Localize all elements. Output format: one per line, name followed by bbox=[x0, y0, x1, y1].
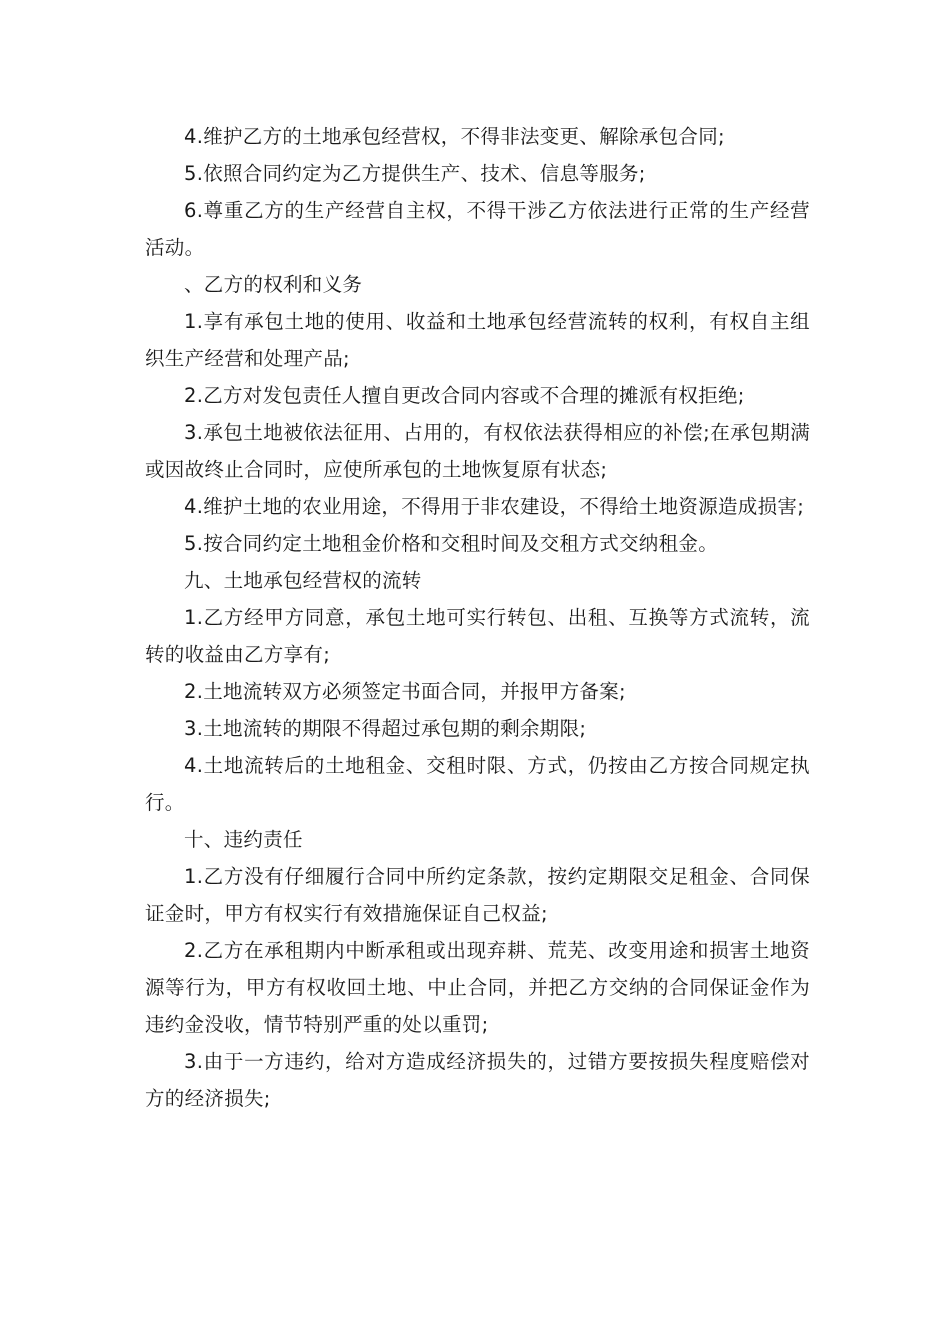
paragraph-transfer-1: 1.乙方经甲方同意，承包土地可实行转包、出租、互换等方式流转，流转的收益由乙方享有; bbox=[145, 606, 810, 666]
section-heading-transfer: 九、土地承包经营权的流转 bbox=[184, 569, 422, 592]
document-body bbox=[145, 118, 810, 1117]
paragraph-liability-2: 2.乙方在承租期内中断承租或出现弃耕、荒芜、改变用途和损害土地资源等行为，甲方有权收回土地、中止合同，并把乙方交纳的合同保证金作为违约金没收，情节特别严重的处以重罚; bbox=[145, 939, 810, 1036]
paragraph-rights-1: 1.享有承包土地的使用、收益和土地承包经营流转的权利，有权自主组织生产经营和处理产品; bbox=[145, 310, 810, 370]
paragraph-transfer-2: 2.土地流转双方必须签定书面合同，并报甲方备案; bbox=[184, 680, 626, 703]
paragraph-obligation-5: 5.依照合同约定为乙方提供生产、技术、信息等服务; bbox=[184, 162, 646, 185]
paragraph-obligation-6: 6.尊重乙方的生产经营自主权，不得干涉乙方依法进行正常的生产经营活动。 bbox=[145, 199, 810, 259]
paragraph-rights-5: 5.按合同约定土地租金价格和交租时间及交租方式交纳租金。 bbox=[184, 532, 719, 555]
paragraph-obligation-4: 4.维护乙方的土地承包经营权，不得非法变更、解除承包合同; bbox=[184, 125, 725, 148]
paragraph-transfer-3: 3.土地流转的期限不得超过承包期的剩余期限; bbox=[184, 717, 587, 740]
paragraph-rights-3: 3.承包土地被依法征用、占用的，有权依法获得相应的补偿;在承包期满或因故终止合同时，应使所承包的土地恢复原有状态; bbox=[145, 421, 810, 481]
paragraph-rights-4: 4.维护土地的农业用途，不得用于非农建设，不得给土地资源造成损害; bbox=[184, 495, 805, 518]
section-heading-party-b-rights: 、乙方的权利和义务 bbox=[184, 273, 363, 296]
paragraph-rights-2: 2.乙方对发包责任人擅自更改合同内容或不合理的摊派有权拒绝; bbox=[184, 384, 745, 407]
section-heading-liability: 十、违约责任 bbox=[184, 828, 303, 851]
paragraph-liability-3: 3.由于一方违约，给对方造成经济损失的，过错方要按损失程度赔偿对方的经济损失; bbox=[145, 1050, 810, 1110]
paragraph-transfer-4: 4.土地流转后的土地租金、交租时限、方式，仍按由乙方按合同规定执行。 bbox=[145, 754, 810, 814]
paragraph-liability-1: 1.乙方没有仔细履行合同中所约定条款，按约定期限交足租金、合同保证金时，甲方有权实行有效措施保证自己权益; bbox=[145, 865, 810, 925]
